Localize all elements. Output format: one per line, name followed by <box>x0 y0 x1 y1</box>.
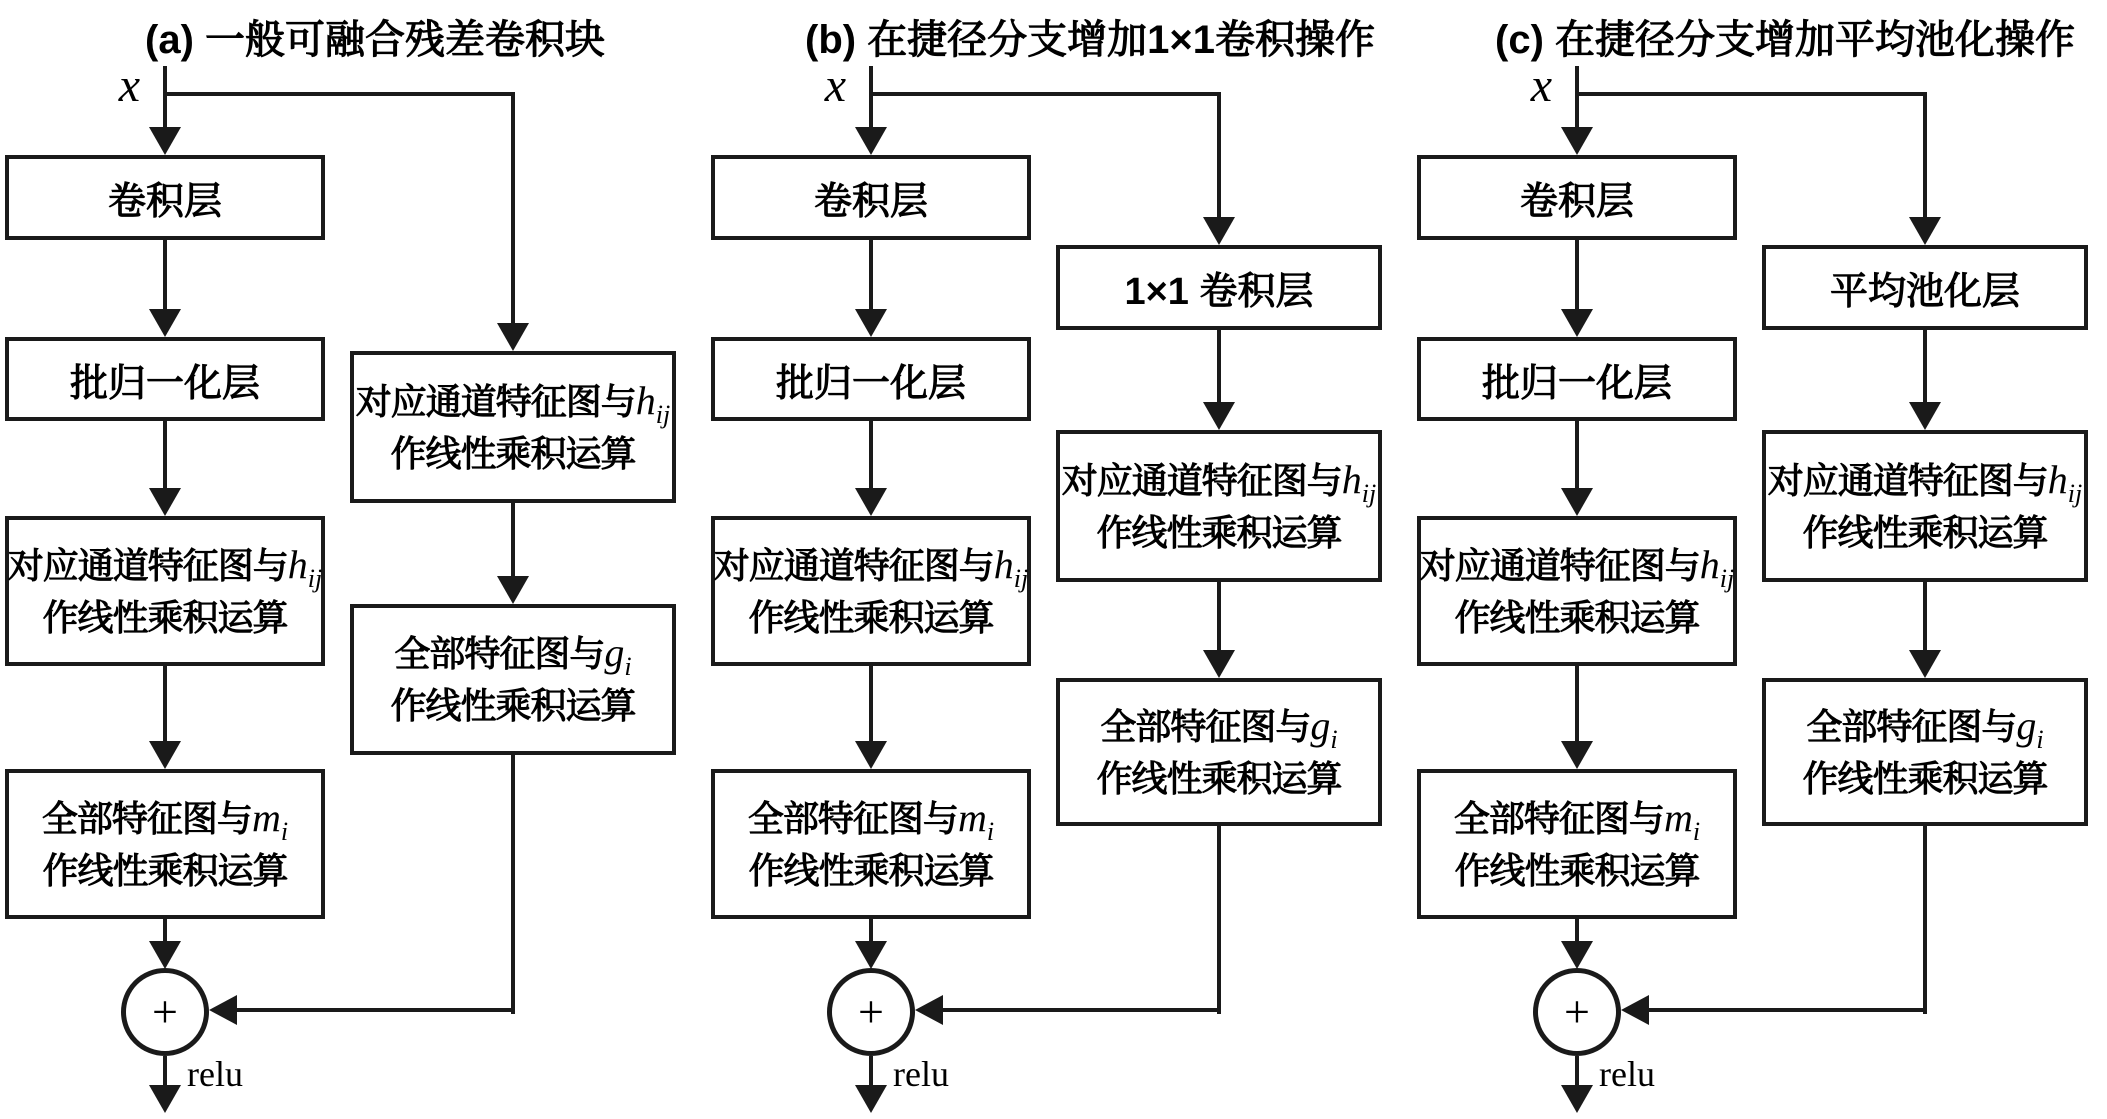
arrow-down-icon <box>1561 309 1593 337</box>
box-text: 作线性乘积运算 <box>42 849 288 891</box>
math-var: m <box>1663 794 1693 840</box>
arrow-down-icon <box>1203 217 1235 245</box>
math-var: m <box>251 794 281 840</box>
arrow-down-icon <box>855 488 887 516</box>
math-subscript: ij <box>2067 478 2083 508</box>
input-x-label: x <box>1530 59 1552 112</box>
input-x-label: x <box>118 59 140 112</box>
channel-mult-box <box>1417 516 1737 666</box>
arrow-down-icon <box>497 576 529 604</box>
shortcut-branch-line <box>871 92 1219 96</box>
plus-icon: + <box>1564 986 1590 1037</box>
panel-a-title: (a) 一般可融合残差卷积块 <box>145 18 605 62</box>
box-text: 作线性乘积运算 <box>1802 757 2048 799</box>
flow-line <box>1575 240 1579 309</box>
sum-node <box>1533 968 1621 1056</box>
batchnorm-layer-label: 批归一化层 <box>775 362 966 405</box>
plus-icon: + <box>152 986 178 1037</box>
batchnorm-layer-box <box>5 337 325 421</box>
flow-line <box>1575 66 1579 127</box>
batchnorm-layer-label: 批归一化层 <box>1481 362 1672 405</box>
flow-line <box>1923 330 1927 402</box>
arrow-left-icon <box>915 995 943 1025</box>
sum-node <box>827 968 915 1056</box>
flow-line <box>163 66 167 127</box>
conv-layer-label: 卷积层 <box>813 181 928 223</box>
conv-layer-box <box>5 155 325 240</box>
flow-line <box>869 919 873 941</box>
arrow-down-icon <box>1909 402 1941 430</box>
flow-line <box>163 421 167 488</box>
box-text: 作线性乘积运算 <box>390 685 636 726</box>
shortcut-all-mult-box <box>1056 678 1382 826</box>
shortcut-all-mult-box <box>1762 678 2088 826</box>
math-var: g <box>2016 702 2037 748</box>
arrow-down-icon <box>1561 488 1593 516</box>
math-var: g <box>1310 702 1331 748</box>
math-subscript: i <box>1330 724 1338 754</box>
arrow-down-icon <box>1203 402 1235 430</box>
batchnorm-layer-box <box>711 337 1031 421</box>
batchnorm-layer-box <box>1417 337 1737 421</box>
math-var: m <box>957 794 987 840</box>
math-var: h <box>287 541 308 587</box>
conv-layer-box <box>1417 155 1737 240</box>
shortcut-branch-line <box>165 92 513 96</box>
arrow-down-icon <box>855 941 887 969</box>
flow-line <box>1217 330 1221 402</box>
input-x-label: x <box>824 59 846 112</box>
flow-line <box>869 66 873 127</box>
box-text: 全部特征图与 <box>1453 797 1664 839</box>
arrow-left-icon <box>209 995 237 1025</box>
arrow-down-icon <box>1561 1085 1593 1113</box>
box-text: 作线性乘积运算 <box>42 596 288 638</box>
math-subscript: i <box>1692 816 1701 846</box>
flow-line <box>511 503 515 576</box>
flow-line <box>869 666 873 741</box>
box-text: 全部特征图与 <box>1100 705 1311 747</box>
box-text: 对应通道特征图与 <box>1419 544 1700 586</box>
flow-line <box>163 240 167 309</box>
shortcut-branch-line <box>1577 92 1925 96</box>
arrow-down-icon <box>149 309 181 337</box>
relu-label: relu <box>187 1054 243 1094</box>
math-subscript: ij <box>1361 478 1377 508</box>
shortcut-return-line <box>511 755 515 1014</box>
avgpool-layer-box <box>1762 245 2088 330</box>
box-text: 对应通道特征图与 <box>713 544 994 586</box>
math-subscript: i <box>986 816 995 846</box>
batchnorm-layer-label: 批归一化层 <box>69 362 260 405</box>
shortcut-branch-line <box>1923 92 1927 217</box>
box-text: 全部特征图与 <box>394 633 605 674</box>
box-text: 对应通道特征图与 <box>1061 459 1342 501</box>
conv1x1-layer-box <box>1056 245 1382 330</box>
relu-label: relu <box>1599 1054 1655 1094</box>
conv-layer-box <box>711 155 1031 240</box>
arrow-down-icon <box>1203 650 1235 678</box>
flow-line <box>1575 919 1579 941</box>
math-subscript: ij <box>655 399 671 429</box>
box-text: 作线性乘积运算 <box>1802 511 2048 553</box>
arrow-down-icon <box>149 741 181 769</box>
math-var: h <box>2047 456 2068 502</box>
math-subscript: ij <box>1719 563 1735 593</box>
box-text: 作线性乘积运算 <box>390 432 636 474</box>
shortcut-channel-mult-box <box>350 351 676 503</box>
conv-layer-label: 卷积层 <box>107 181 222 223</box>
shortcut-return-line <box>943 1008 1219 1012</box>
math-var: h <box>1341 456 1362 502</box>
arrow-down-icon <box>855 127 887 155</box>
math-var: h <box>993 541 1014 587</box>
box-text: 作线性乘积运算 <box>1096 511 1342 553</box>
arrow-left-icon <box>1621 995 1649 1025</box>
conv-layer-label: 卷积层 <box>1519 181 1634 223</box>
shortcut-return-line <box>1649 1008 1925 1012</box>
flow-line <box>163 666 167 741</box>
arrow-down-icon <box>149 941 181 969</box>
arrow-down-icon <box>149 127 181 155</box>
flow-line <box>1217 582 1221 650</box>
shortcut-return-line <box>237 1008 513 1012</box>
panel-c-title: (c) 在捷径分支增加平均池化操作 <box>1495 18 2075 62</box>
math-var: g <box>604 630 625 675</box>
flow-line <box>1575 1056 1579 1085</box>
math-subscript: i <box>2036 724 2044 754</box>
box-text: 作线性乘积运算 <box>1454 596 1700 638</box>
arrow-down-icon <box>1909 217 1941 245</box>
box-text: 对应通道特征图与 <box>355 380 636 422</box>
flow-line <box>1923 582 1927 650</box>
box-text: 对应通道特征图与 <box>7 544 288 586</box>
channel-mult-box <box>5 516 325 666</box>
all-featuremap-mult-box <box>1417 769 1737 919</box>
flow-line <box>869 421 873 488</box>
conv1x1-layer-label: 1×1 卷积层 <box>1124 271 1314 313</box>
flow-line <box>869 240 873 309</box>
box-text: 全部特征图与 <box>747 797 958 839</box>
flow-line <box>1575 666 1579 741</box>
math-subscript: ij <box>307 563 323 593</box>
flow-line <box>869 1056 873 1085</box>
arrow-down-icon <box>497 323 529 351</box>
box-text: 作线性乘积运算 <box>748 849 994 891</box>
plus-icon: + <box>858 986 884 1037</box>
sum-node <box>121 968 209 1056</box>
arrow-down-icon <box>855 741 887 769</box>
shortcut-channel-mult-box <box>1762 430 2088 582</box>
box-text: 作线性乘积运算 <box>1454 849 1700 891</box>
math-var: h <box>1699 541 1720 587</box>
all-featuremap-mult-box <box>711 769 1031 919</box>
shortcut-all-mult-box <box>350 604 676 755</box>
box-text: 作线性乘积运算 <box>1096 757 1342 799</box>
panel-b-title: (b) 在捷径分支增加1×1卷积操作 <box>805 18 1376 62</box>
flow-line <box>1575 421 1579 488</box>
relu-label: relu <box>893 1054 949 1094</box>
shortcut-channel-mult-box <box>1056 430 1382 582</box>
arrow-down-icon <box>1909 650 1941 678</box>
flow-line <box>163 919 167 941</box>
channel-mult-box <box>711 516 1031 666</box>
arrow-down-icon <box>855 309 887 337</box>
box-text: 作线性乘积运算 <box>748 596 994 638</box>
box-text: 全部特征图与 <box>41 797 252 839</box>
arrow-down-icon <box>1561 941 1593 969</box>
shortcut-return-line <box>1217 826 1221 1014</box>
arrow-down-icon <box>1561 741 1593 769</box>
shortcut-branch-line <box>511 92 515 323</box>
math-subscript: ij <box>1013 563 1029 593</box>
arrow-down-icon <box>855 1085 887 1113</box>
math-var: h <box>635 377 656 423</box>
shortcut-return-line <box>1923 826 1927 1014</box>
arrow-down-icon <box>149 488 181 516</box>
math-subscript: i <box>624 652 632 681</box>
all-featuremap-mult-box <box>5 769 325 919</box>
shortcut-branch-line <box>1217 92 1221 217</box>
arrow-down-icon <box>1561 127 1593 155</box>
avgpool-layer-label: 平均池化层 <box>1829 271 2020 313</box>
box-text: 全部特征图与 <box>1806 705 2017 747</box>
math-subscript: i <box>280 816 289 846</box>
arrow-down-icon <box>149 1085 181 1113</box>
box-text: 对应通道特征图与 <box>1767 459 2048 501</box>
flow-line <box>163 1056 167 1085</box>
